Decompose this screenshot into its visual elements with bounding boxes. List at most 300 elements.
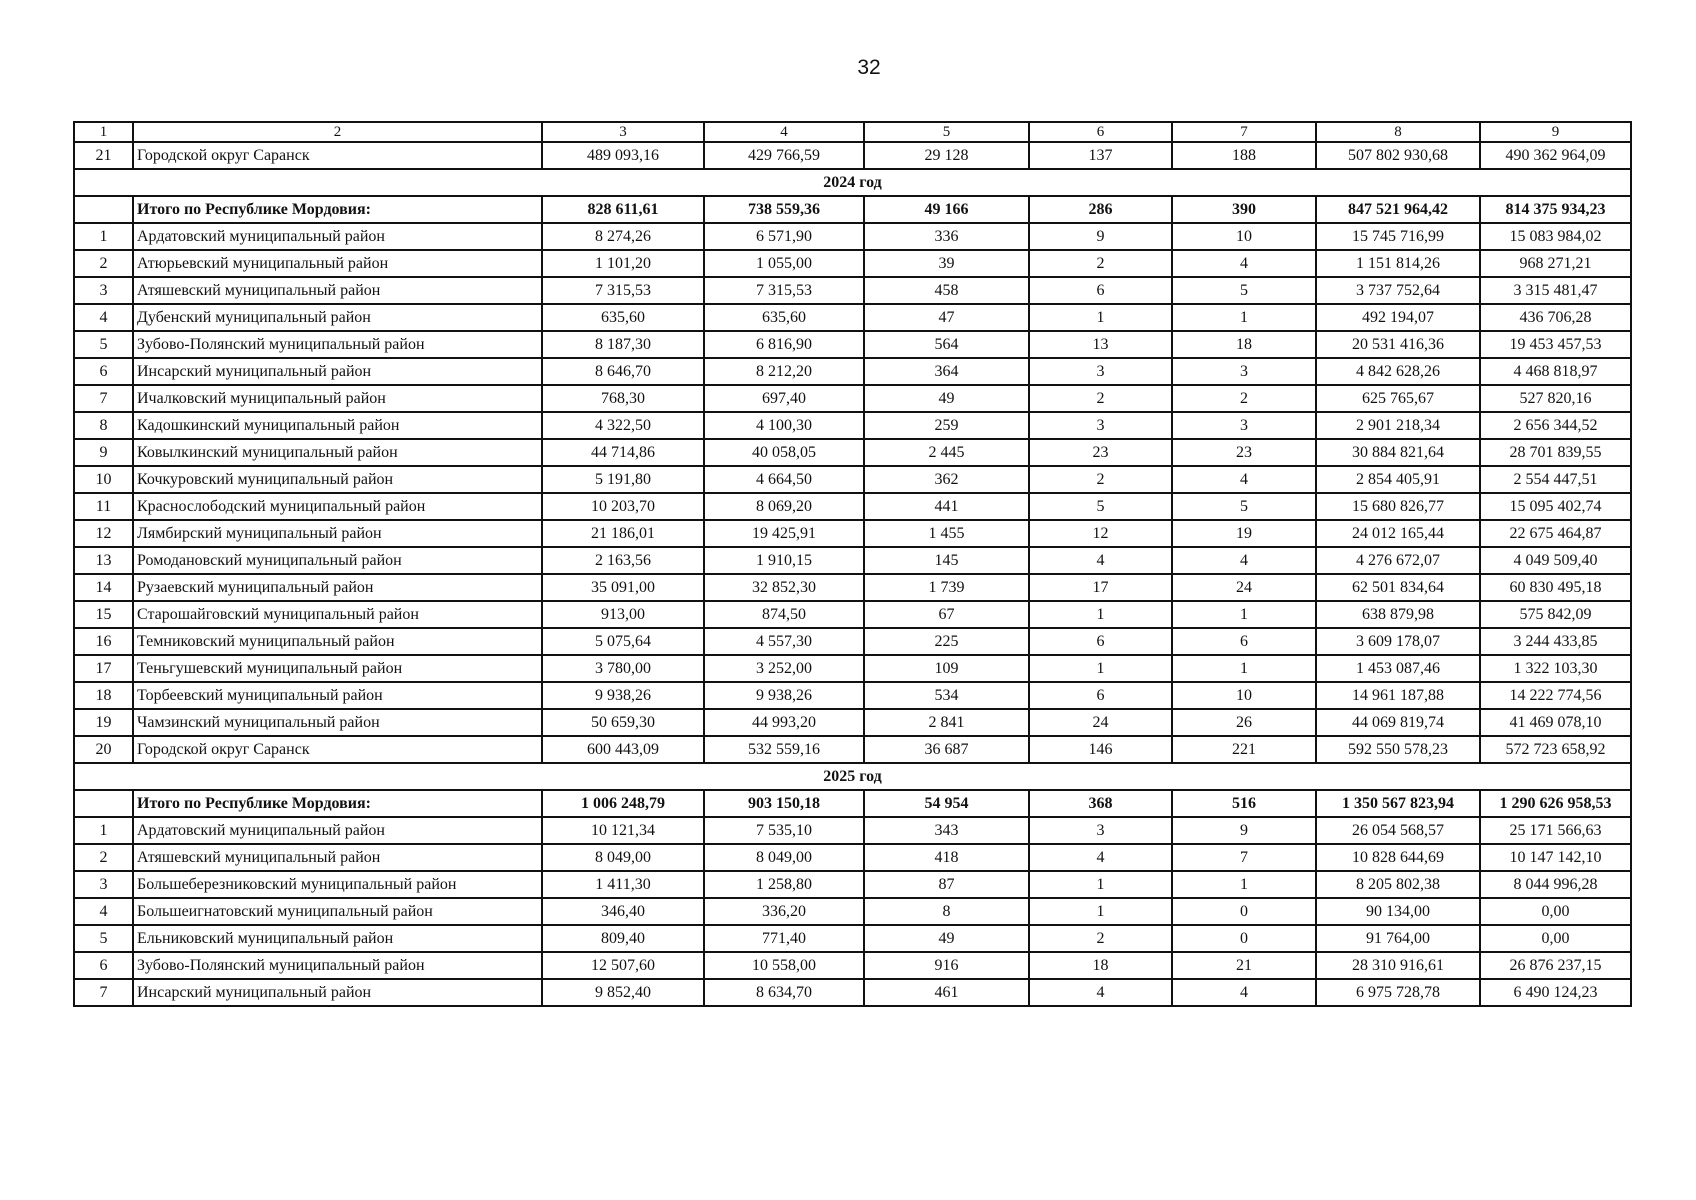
table-cell: 489 093,16: [542, 142, 704, 169]
table-cell: 1 453 087,46: [1316, 655, 1480, 682]
table-cell: 429 766,59: [704, 142, 864, 169]
table-cell: 20: [74, 736, 133, 763]
table-cell: 6: [1029, 277, 1172, 304]
table-cell: 3: [1029, 412, 1172, 439]
table-row: [74, 601, 1631, 628]
table-cell: 1 739: [864, 574, 1029, 601]
table-cell: 5 191,80: [542, 466, 704, 493]
table-cell: 60 830 495,18: [1480, 574, 1631, 601]
table-cell: 4: [1029, 844, 1172, 871]
table-row: [74, 655, 1631, 682]
table-cell: 2: [1029, 466, 1172, 493]
table-cell: 3: [542, 122, 704, 142]
table-cell: 2 554 447,51: [1480, 466, 1631, 493]
table-cell: 592 550 578,23: [1316, 736, 1480, 763]
table-cell: Рузаевский муниципальный район: [133, 574, 542, 601]
table-cell: Кадошкинский муниципальный район: [133, 412, 542, 439]
table-cell: 0: [1172, 925, 1316, 952]
table-cell: 4 842 628,26: [1316, 358, 1480, 385]
table-cell: 1 322 103,30: [1480, 655, 1631, 682]
table-cell: 23: [1029, 439, 1172, 466]
table-cell: 8 212,20: [704, 358, 864, 385]
table-row: [74, 250, 1631, 277]
table-cell: 15 680 826,77: [1316, 493, 1480, 520]
table-cell: 8 044 996,28: [1480, 871, 1631, 898]
table-cell: 62 501 834,64: [1316, 574, 1480, 601]
table-cell: 7: [74, 979, 133, 1006]
table-cell: 5: [1172, 277, 1316, 304]
table-cell: 534: [864, 682, 1029, 709]
table-cell: 5: [864, 122, 1029, 142]
table-cell: 8: [1316, 122, 1480, 142]
table-cell: 44 714,86: [542, 439, 704, 466]
table-cell: 4 276 672,07: [1316, 547, 1480, 574]
table-cell: 913,00: [542, 601, 704, 628]
table-cell: 575 842,09: [1480, 601, 1631, 628]
table-cell: 8 187,30: [542, 331, 704, 358]
table-cell: 492 194,07: [1316, 304, 1480, 331]
table-cell: 343: [864, 817, 1029, 844]
table-cell: Ромодановский муниципальный район: [133, 547, 542, 574]
table-cell: 28 310 916,61: [1316, 952, 1480, 979]
table-cell: 9: [1480, 122, 1631, 142]
table-cell: 1: [1172, 871, 1316, 898]
table-cell: 24 012 165,44: [1316, 520, 1480, 547]
table-cell: 6: [1029, 628, 1172, 655]
table-cell: 1: [1029, 601, 1172, 628]
year-heading: 2024 год: [74, 169, 1631, 196]
table-cell: 1 258,80: [704, 871, 864, 898]
table-cell: 874,50: [704, 601, 864, 628]
table-cell: Большеберезниковский муниципальный район: [133, 871, 542, 898]
table-cell: 490 362 964,09: [1480, 142, 1631, 169]
table-row: [74, 952, 1631, 979]
table-cell: Большеигнатовский муниципальный район: [133, 898, 542, 925]
table-row: [74, 925, 1631, 952]
table-cell: 30 884 821,64: [1316, 439, 1480, 466]
table-cell: 10 147 142,10: [1480, 844, 1631, 871]
table-cell: 54 954: [864, 790, 1029, 817]
table-cell: 1: [74, 223, 133, 250]
table-cell: Теньгушевский муниципальный район: [133, 655, 542, 682]
table-cell: 5: [1029, 493, 1172, 520]
table-cell: 146: [1029, 736, 1172, 763]
table-cell: Кочкуровский муниципальный район: [133, 466, 542, 493]
table-cell: 145: [864, 547, 1029, 574]
table-row: [74, 574, 1631, 601]
table-cell: 903 150,18: [704, 790, 864, 817]
table-cell: 1 350 567 823,94: [1316, 790, 1480, 817]
table-cell: 441: [864, 493, 1029, 520]
table-row: [74, 547, 1631, 574]
table-cell: 39: [864, 250, 1029, 277]
table-cell: 16: [74, 628, 133, 655]
table-cell: Инсарский муниципальный район: [133, 979, 542, 1006]
table-cell: 1 006 248,79: [542, 790, 704, 817]
table-cell: 91 764,00: [1316, 925, 1480, 952]
table-cell: 13: [1029, 331, 1172, 358]
table-cell: 41 469 078,10: [1480, 709, 1631, 736]
table-row: [74, 520, 1631, 547]
table-cell: 1: [1172, 304, 1316, 331]
table-cell: 4: [1172, 250, 1316, 277]
table-row: [74, 223, 1631, 250]
table-cell: Атюрьевский муниципальный район: [133, 250, 542, 277]
table-row: [74, 412, 1631, 439]
table-row: [74, 385, 1631, 412]
table-cell: 11: [74, 493, 133, 520]
table-cell: 44 069 819,74: [1316, 709, 1480, 736]
table-cell: 2: [74, 250, 133, 277]
table-cell: 1 151 814,26: [1316, 250, 1480, 277]
table-cell: 29 128: [864, 142, 1029, 169]
table-cell: 3 244 433,85: [1480, 628, 1631, 655]
table-cell: 4 322,50: [542, 412, 704, 439]
table-cell: 7: [74, 385, 133, 412]
table-cell: 15: [74, 601, 133, 628]
table-cell: 8 069,20: [704, 493, 864, 520]
table-cell: Атяшевский муниципальный район: [133, 277, 542, 304]
table-cell: 814 375 934,23: [1480, 196, 1631, 223]
table-cell: 461: [864, 979, 1029, 1006]
table-cell: 6 490 124,23: [1480, 979, 1631, 1006]
table-cell: 20 531 416,36: [1316, 331, 1480, 358]
table-cell: 390: [1172, 196, 1316, 223]
table-cell: 968 271,21: [1480, 250, 1631, 277]
table-cell: 6 975 728,78: [1316, 979, 1480, 1006]
table-cell: 362: [864, 466, 1029, 493]
table-cell: 90 134,00: [1316, 898, 1480, 925]
table-cell: 10: [1172, 682, 1316, 709]
table-cell: 44 993,20: [704, 709, 864, 736]
year-heading: 2025 год: [74, 763, 1631, 790]
table-cell: 1: [1029, 655, 1172, 682]
table-cell: 36 687: [864, 736, 1029, 763]
table-cell: 22 675 464,87: [1480, 520, 1631, 547]
total-row: [74, 196, 1631, 223]
table-cell: 532 559,16: [704, 736, 864, 763]
table-cell: 19 425,91: [704, 520, 864, 547]
table-cell: 2 901 218,34: [1316, 412, 1480, 439]
table-cell: 40 058,05: [704, 439, 864, 466]
table-cell: 8 049,00: [542, 844, 704, 871]
table-cell: 3: [1172, 358, 1316, 385]
table-cell: 638 879,98: [1316, 601, 1480, 628]
table-cell: 697,40: [704, 385, 864, 412]
table-cell: 19: [1172, 520, 1316, 547]
table-cell: 738 559,36: [704, 196, 864, 223]
table-cell: 14 961 187,88: [1316, 682, 1480, 709]
total-row: [74, 790, 1631, 817]
table-cell: 225: [864, 628, 1029, 655]
table-cell: Ардатовский муниципальный район: [133, 817, 542, 844]
table-cell: 916: [864, 952, 1029, 979]
column-number-row: [74, 122, 1631, 142]
table-cell: 600 443,09: [542, 736, 704, 763]
table-cell: 14 222 774,56: [1480, 682, 1631, 709]
table-row: [74, 331, 1631, 358]
table-cell: Атяшевский муниципальный район: [133, 844, 542, 871]
table-cell: 4 100,30: [704, 412, 864, 439]
table-cell: 49 166: [864, 196, 1029, 223]
table-cell: 10 828 644,69: [1316, 844, 1480, 871]
table-cell: Дубенский муниципальный район: [133, 304, 542, 331]
table-cell: 5 075,64: [542, 628, 704, 655]
table-cell: 137: [1029, 142, 1172, 169]
data-table: [73, 121, 1632, 1007]
table-cell: 7 315,53: [704, 277, 864, 304]
table-cell: 0,00: [1480, 925, 1631, 952]
table-cell: 336,20: [704, 898, 864, 925]
table-row: [74, 844, 1631, 871]
table-cell: 2 163,56: [542, 547, 704, 574]
table-cell: 19 453 457,53: [1480, 331, 1631, 358]
table-row: [74, 358, 1631, 385]
table-cell: Инсарский муниципальный район: [133, 358, 542, 385]
table-cell: 8 634,70: [704, 979, 864, 1006]
table-cell: 6: [74, 358, 133, 385]
table-cell: 1 910,15: [704, 547, 864, 574]
table-cell: 13: [74, 547, 133, 574]
table-cell: 847 521 964,42: [1316, 196, 1480, 223]
table-cell: 6 571,90: [704, 223, 864, 250]
table-cell: [74, 790, 133, 817]
table-cell: 809,40: [542, 925, 704, 952]
table-cell: 24: [1172, 574, 1316, 601]
table-cell: 368: [1029, 790, 1172, 817]
table-cell: 2 854 405,91: [1316, 466, 1480, 493]
table-cell: 7: [1172, 844, 1316, 871]
table-cell: 21: [1172, 952, 1316, 979]
table-cell: 2 656 344,52: [1480, 412, 1631, 439]
table-body: [74, 122, 1631, 1006]
table-cell: Итого по Республике Мордовия:: [133, 196, 542, 223]
table-cell: 1: [74, 817, 133, 844]
table-cell: 35 091,00: [542, 574, 704, 601]
table-cell: 49: [864, 925, 1029, 952]
table-cell: 4 049 509,40: [1480, 547, 1631, 574]
table-cell: 4 557,30: [704, 628, 864, 655]
table-cell: Краснослободский муниципальный район: [133, 493, 542, 520]
table-cell: 3: [74, 871, 133, 898]
table-cell: Ковылкинский муниципальный район: [133, 439, 542, 466]
table-row: [74, 466, 1631, 493]
table-cell: 635,60: [704, 304, 864, 331]
table-cell: 24: [1029, 709, 1172, 736]
table-cell: 0: [1172, 898, 1316, 925]
table-cell: 109: [864, 655, 1029, 682]
table-cell: 5: [1172, 493, 1316, 520]
table-cell: Городской округ Саранск: [133, 736, 542, 763]
table-cell: 17: [1029, 574, 1172, 601]
table-cell: 10 203,70: [542, 493, 704, 520]
table-cell: 12: [1029, 520, 1172, 547]
table-row: [74, 979, 1631, 1006]
table-cell: 9 938,26: [542, 682, 704, 709]
table-cell: 3 780,00: [542, 655, 704, 682]
table-row: [74, 628, 1631, 655]
table-cell: 527 820,16: [1480, 385, 1631, 412]
table-cell: 1: [1172, 655, 1316, 682]
table-cell: 87: [864, 871, 1029, 898]
table-cell: 9 852,40: [542, 979, 704, 1006]
table-cell: Торбеевский муниципальный район: [133, 682, 542, 709]
table-row: [74, 871, 1631, 898]
table-cell: 6: [1029, 122, 1172, 142]
table-cell: 9: [1029, 223, 1172, 250]
year-row: [74, 169, 1631, 196]
table-cell: 4: [704, 122, 864, 142]
table-cell: 15 083 984,02: [1480, 223, 1631, 250]
table-cell: 2 445: [864, 439, 1029, 466]
table-cell: 6: [74, 952, 133, 979]
table-cell: 4: [74, 304, 133, 331]
year-row: [74, 763, 1631, 790]
table-cell: 3 737 752,64: [1316, 277, 1480, 304]
table-cell: 28 701 839,55: [1480, 439, 1631, 466]
table-cell: 47: [864, 304, 1029, 331]
table-cell: 2: [1029, 925, 1172, 952]
table-cell: 1: [1029, 898, 1172, 925]
table-cell: 2: [133, 122, 542, 142]
table-cell: 21 186,01: [542, 520, 704, 547]
table-cell: 15 745 716,99: [1316, 223, 1480, 250]
table-cell: 564: [864, 331, 1029, 358]
table-cell: Темниковский муниципальный район: [133, 628, 542, 655]
table-cell: Ичалковский муниципальный район: [133, 385, 542, 412]
table-cell: 10: [74, 466, 133, 493]
table-cell: 3: [74, 277, 133, 304]
table-cell: 516: [1172, 790, 1316, 817]
table-cell: 18: [74, 682, 133, 709]
table-cell: 1: [1029, 871, 1172, 898]
table-cell: 4 664,50: [704, 466, 864, 493]
table-cell: 1: [74, 122, 133, 142]
table-cell: 49: [864, 385, 1029, 412]
table-cell: Лямбирский муниципальный район: [133, 520, 542, 547]
table-cell: 4: [1172, 466, 1316, 493]
table-cell: 10 121,34: [542, 817, 704, 844]
table-cell: 625 765,67: [1316, 385, 1480, 412]
table-cell: 507 802 930,68: [1316, 142, 1480, 169]
table-cell: 3 609 178,07: [1316, 628, 1480, 655]
table-cell: 3: [1029, 817, 1172, 844]
table-row: [74, 277, 1631, 304]
table-cell: Чамзинский муниципальный район: [133, 709, 542, 736]
table-cell: 1: [1172, 601, 1316, 628]
table-cell: 8 205 802,38: [1316, 871, 1480, 898]
table-cell: 50 659,30: [542, 709, 704, 736]
table-cell: 8 274,26: [542, 223, 704, 250]
table-cell: 12: [74, 520, 133, 547]
table-cell: 9: [1172, 817, 1316, 844]
table-cell: 26 876 237,15: [1480, 952, 1631, 979]
table-cell: 17: [74, 655, 133, 682]
table-cell: 2: [74, 844, 133, 871]
table-cell: 286: [1029, 196, 1172, 223]
table-cell: 2: [1029, 250, 1172, 277]
table-cell: 8 646,70: [542, 358, 704, 385]
table-row: [74, 817, 1631, 844]
table-cell: 7 315,53: [542, 277, 704, 304]
table-cell: 3 252,00: [704, 655, 864, 682]
page-number: 32: [857, 56, 881, 79]
table-cell: 3: [1029, 358, 1172, 385]
table-cell: 15 095 402,74: [1480, 493, 1631, 520]
table-cell: 7: [1172, 122, 1316, 142]
table-cell: 19: [74, 709, 133, 736]
table-cell: 1 411,30: [542, 871, 704, 898]
table-cell: [74, 196, 133, 223]
table-cell: 6: [1029, 682, 1172, 709]
table-cell: 1: [1029, 304, 1172, 331]
table-cell: 2: [1029, 385, 1172, 412]
table-cell: 364: [864, 358, 1029, 385]
table-cell: 9 938,26: [704, 682, 864, 709]
table-cell: 8: [864, 898, 1029, 925]
table-cell: 221: [1172, 736, 1316, 763]
table-cell: 4: [1029, 979, 1172, 1006]
table-cell: 26: [1172, 709, 1316, 736]
table-cell: 771,40: [704, 925, 864, 952]
table-cell: 1 055,00: [704, 250, 864, 277]
table-cell: 18: [1172, 331, 1316, 358]
table-cell: 14: [74, 574, 133, 601]
table-cell: Старошайговский муниципальный район: [133, 601, 542, 628]
table-cell: 768,30: [542, 385, 704, 412]
table-cell: 21: [74, 142, 133, 169]
table-cell: 67: [864, 601, 1029, 628]
table-row: [74, 898, 1631, 925]
table-cell: 0,00: [1480, 898, 1631, 925]
table-cell: 1 290 626 958,53: [1480, 790, 1631, 817]
table-cell: 8: [74, 412, 133, 439]
table-cell: 23: [1172, 439, 1316, 466]
table-cell: 18: [1029, 952, 1172, 979]
table-cell: 4: [74, 898, 133, 925]
table-cell: Зубово-Полянский муниципальный район: [133, 331, 542, 358]
table-cell: Зубово-Полянский муниципальный район: [133, 952, 542, 979]
table-cell: Ардатовский муниципальный район: [133, 223, 542, 250]
table-cell: 10: [1172, 223, 1316, 250]
table-cell: 2: [1172, 385, 1316, 412]
table-cell: 635,60: [542, 304, 704, 331]
table-cell: 32 852,30: [704, 574, 864, 601]
table-cell: 25 171 566,63: [1480, 817, 1631, 844]
table-cell: 346,40: [542, 898, 704, 925]
table-cell: 828 611,61: [542, 196, 704, 223]
table-cell: 188: [1172, 142, 1316, 169]
table-cell: 458: [864, 277, 1029, 304]
table-cell: 436 706,28: [1480, 304, 1631, 331]
table-row: [74, 439, 1631, 466]
table-cell: 259: [864, 412, 1029, 439]
table-row: [74, 142, 1631, 169]
table-cell: 5: [74, 331, 133, 358]
table-cell: Итого по Республике Мордовия:: [133, 790, 542, 817]
table-cell: 4 468 818,97: [1480, 358, 1631, 385]
table-cell: 9: [74, 439, 133, 466]
table-row: [74, 493, 1631, 520]
table-cell: Городской округ Саранск: [133, 142, 542, 169]
table-cell: 4: [1172, 979, 1316, 1006]
table-cell: 336: [864, 223, 1029, 250]
table-cell: 4: [1029, 547, 1172, 574]
table-cell: Ельниковский муниципальный район: [133, 925, 542, 952]
table-cell: 26 054 568,57: [1316, 817, 1480, 844]
table-cell: 4: [1172, 547, 1316, 574]
table-row: [74, 709, 1631, 736]
